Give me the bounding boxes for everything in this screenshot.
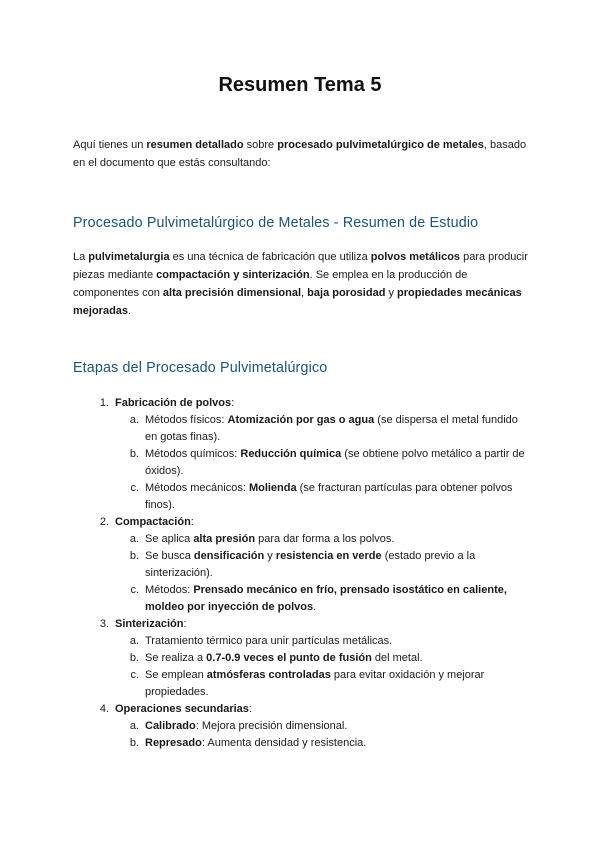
stage-title: Compactación [115,516,191,528]
stage-header [73,395,543,412]
substep-bold: Prensado mecánico en frío, prensado isostático en caliente, moldeo por inyección de polvos [145,584,507,613]
substep-plain: Se aplica [145,533,194,545]
stage-header [73,514,543,531]
substep-letter: a. [129,635,139,647]
document-title: Resumen Tema 5 [218,74,382,96]
substep-letter: c. [130,669,139,681]
substep-letter: a. [129,414,139,426]
substep-item [73,718,543,735]
stage-title: Sinterización [115,618,184,630]
substep-letter: a. [129,533,139,545]
summary-bold: pulvimetalurgia [88,251,170,263]
stage-number: 1. [99,397,109,409]
substep-bold: densificación [193,550,265,562]
intro-paragraph [73,136,533,172]
section-heading-summary: Procesado Pulvimetalúrgico de Metales - Resumen de Estudio [73,215,479,231]
substep-text [139,480,529,514]
substep-bold: Molienda [248,482,297,494]
substep-item [73,667,543,701]
substep-text [139,735,529,752]
substep-letter: b. [129,550,139,562]
substep-plain: (se obtiene polvo metálico a partir de óxidos). [145,448,525,477]
summary-text: para producir piezas mediante [73,251,528,281]
stage-item [73,514,543,616]
substep-letter: c. [130,584,139,596]
substep-bold: Calibrado [145,720,196,732]
substep-plain: del metal. [371,652,423,664]
substep-letter: b. [129,448,139,460]
stage-item [73,616,543,701]
substep-bold: atmósferas controladas [206,669,331,681]
substep-plain: Métodos: [145,584,194,596]
substep-plain: Métodos mecánicos: [145,482,249,494]
substep-item [73,548,543,582]
stage-sublist [73,531,543,616]
stage-title: Operaciones secundarias [115,703,249,715]
substep-bold: 0.7-0.9 veces el punto de fusión [206,652,372,664]
stage-number: 2. [99,516,109,528]
substep-bold: Atomización por gas o agua [227,414,375,426]
substep-item [73,735,543,752]
substep-bold: alta presión [193,533,256,545]
stage-sublist [73,633,543,701]
stage-sublist [73,412,543,514]
stage-colon: : [190,516,194,528]
summary-text: es una técnica de fabricación que utiliza [169,251,371,263]
summary-bold: alta precisión dimensional [162,287,302,299]
substep-plain: : Aumenta densidad y resistencia. [201,737,367,749]
stage-colon: : [248,703,252,715]
substep-bold: Reducción química [240,448,342,460]
intro-text: , basado en el documento que estás consultando: [73,139,527,169]
substep-letter: b. [129,737,139,749]
summary-bold: compactación y sinterización [156,269,310,281]
substep-item [73,650,543,667]
summary-text: La [73,251,89,263]
stage-number: 4. [99,703,109,715]
substep-text [139,667,529,701]
substep-plain: : Mejora precisión dimensional. [195,720,348,732]
stage-title: Fabricación de polvos [115,397,232,409]
substep-plain: (estado previo a la sinterización). [145,550,476,579]
substep-plain: y [264,550,276,562]
summary-paragraph [73,248,533,320]
substep-text [139,718,529,735]
stage-number: 3. [99,618,109,630]
substep-plain: para evitar oxidación y mejorar propiedades. [145,669,485,698]
substep-bold: Represado [145,737,202,749]
substep-plain: Tratamiento térmico para unir partículas metálicas. [145,635,393,647]
section-heading-stages: Etapas del Procesado Pulvimetalúrgico [73,360,328,376]
stage-colon: : [231,397,235,409]
substep-plain: Se emplean [145,669,207,681]
summary-text: . [128,305,132,317]
stage-item [73,701,543,752]
intro-text: sobre [243,139,278,151]
substep-text [139,412,529,446]
substep-item [73,480,543,514]
substep-plain: (se dispersa el metal fundido en gotas finas). [145,414,518,443]
stage-header [73,701,543,718]
stage-header [73,616,543,633]
summary-bold: propiedades mecánicas mejoradas [73,287,522,317]
substep-plain: Se realiza a [145,652,207,664]
substep-plain: para dar forma a los polvos. [255,533,395,545]
substep-text [139,633,529,650]
substep-item [73,582,543,616]
intro-bold: resumen detallado [146,139,244,151]
intro-text: Aquí tienes un [73,139,147,151]
substep-item [73,531,543,548]
substep-text [139,548,529,582]
stage-colon: : [183,618,187,630]
stages-list [73,395,543,752]
substep-plain: Métodos físicos: [145,414,228,426]
intro-bold: procesado pulvimetalúrgico de metales [277,139,484,151]
summary-bold: polvos metálicos [370,251,461,263]
substep-text [139,531,529,548]
substep-letter: a. [129,720,139,732]
substep-letter: c. [130,482,139,494]
substep-item [73,446,543,480]
substep-plain: Métodos químicos: [145,448,241,460]
summary-text: . Se emplea en la producción de componentes con [73,269,468,299]
substep-letter: b. [129,652,139,664]
stage-item [73,395,543,514]
substep-text [139,650,529,667]
substep-plain: Se busca [145,550,194,562]
summary-bold: baja porosidad [307,287,386,299]
substep-plain: (se fracturan partículas para obtener polvos finos). [145,482,513,511]
substep-item [73,412,543,446]
substep-bold: resistencia en verde [275,550,382,562]
substep-text [139,446,529,480]
substep-text [139,582,529,616]
stage-sublist [73,718,543,752]
substep-plain: . [313,601,317,613]
summary-text: y [385,287,398,299]
summary-text: , [301,287,308,299]
substep-item [73,633,543,650]
